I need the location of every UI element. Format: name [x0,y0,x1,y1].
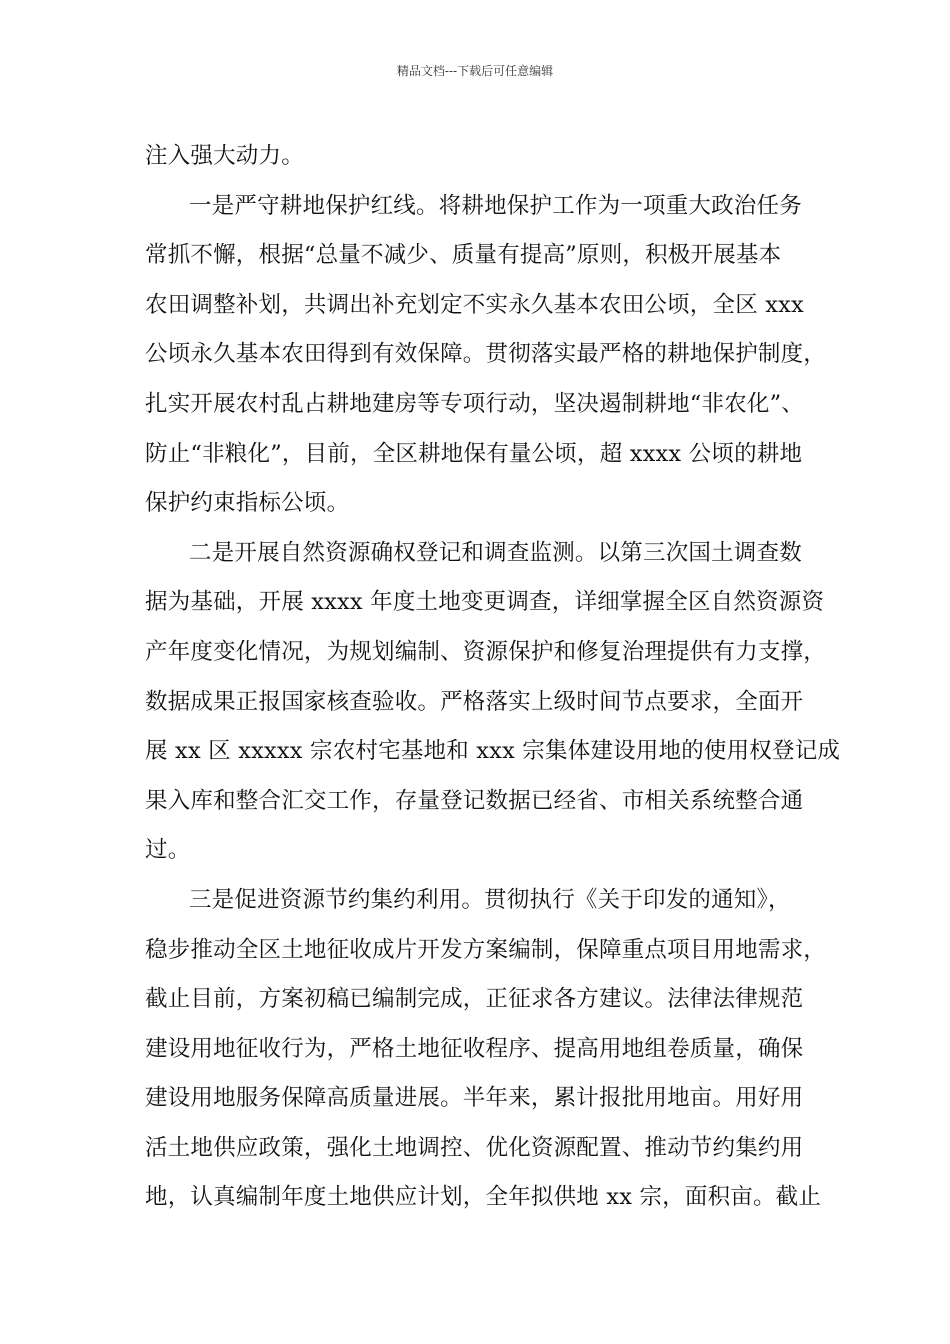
text-line: 扎实开展农村乱占耕地建房等专项行动，坚决遏制耕地“非农化”、 [145,390,805,417]
text-line: 农田调整补划，共调出补充划定不实永久基本农田公顷，全区 xxx [145,291,804,318]
text-line: 二是开展自然资源确权登记和调查监测。以第三次国土调查数 [189,539,802,566]
text-line: 数据成果正报国家核查验收。严格落实上级时间节点要求，全面开 [145,688,804,715]
text-line: 建设用地服务保障高质量进展。半年来，累计报批用地亩。用好用 [145,1085,804,1112]
text-line: 地，认真编制年度土地供应计划，全年拟供地 xx 宗，面积亩。截止 [145,1184,822,1211]
text-line: 稳步推动全区土地征收成片开发方案编制，保障重点项目用地需求， [145,936,827,963]
document-body [145,132,841,1223]
text-line: 据为基础，开展 xxxx 年度土地变更调查，详细掌握全区自然资源资 [145,589,825,616]
text-line: 三是促进资源节约集约利用。贯彻执行《关于印发的通知》， [189,886,791,913]
page-header: 精品文档---下载后可任意编辑 [396,64,554,78]
text-line: 展 xx 区 xxxxx 宗农村宅基地和 xxx 宗集体建设用地的使用权登记成 [145,738,841,765]
text-line: 过。 [145,837,191,864]
text-line: 保护约束指标公顷。 [145,490,350,517]
text-line: 建设用地征收行为，严格土地征收程序、提高用地组卷质量，确保 [145,1035,804,1062]
text-line: 注入强大动力。 [145,143,304,169]
text-line: 产年度变化情况，为规划编制、资源保护和修复治理提供有力支撑， [145,638,827,665]
text-line: 果入库和整合汇交工作，存量登记数据已经省、市相关系统整合通 [145,787,804,814]
text-line: 活土地供应政策，强化土地调控、优化资源配置、推动节约集约用 [145,1134,804,1161]
text-line: 常抓不懈，根据“总量不减少、质量有提高”原则，积极开展基本 [145,242,782,269]
text-line: 防止“非粮化”，目前，全区耕地保有量公顷，超 xxxx 公顷的耕地 [145,440,803,467]
text-line: 公顷永久基本农田得到有效保障。贯彻落实最严格的耕地保护制度， [145,341,827,368]
text-line: 一是严守耕地保护红线。将耕地保护工作为一项重大政治任务 [189,192,802,219]
text-line: 截止目前，方案初稿已编制完成，正征求各方建议。法律法律规范 [145,986,804,1013]
